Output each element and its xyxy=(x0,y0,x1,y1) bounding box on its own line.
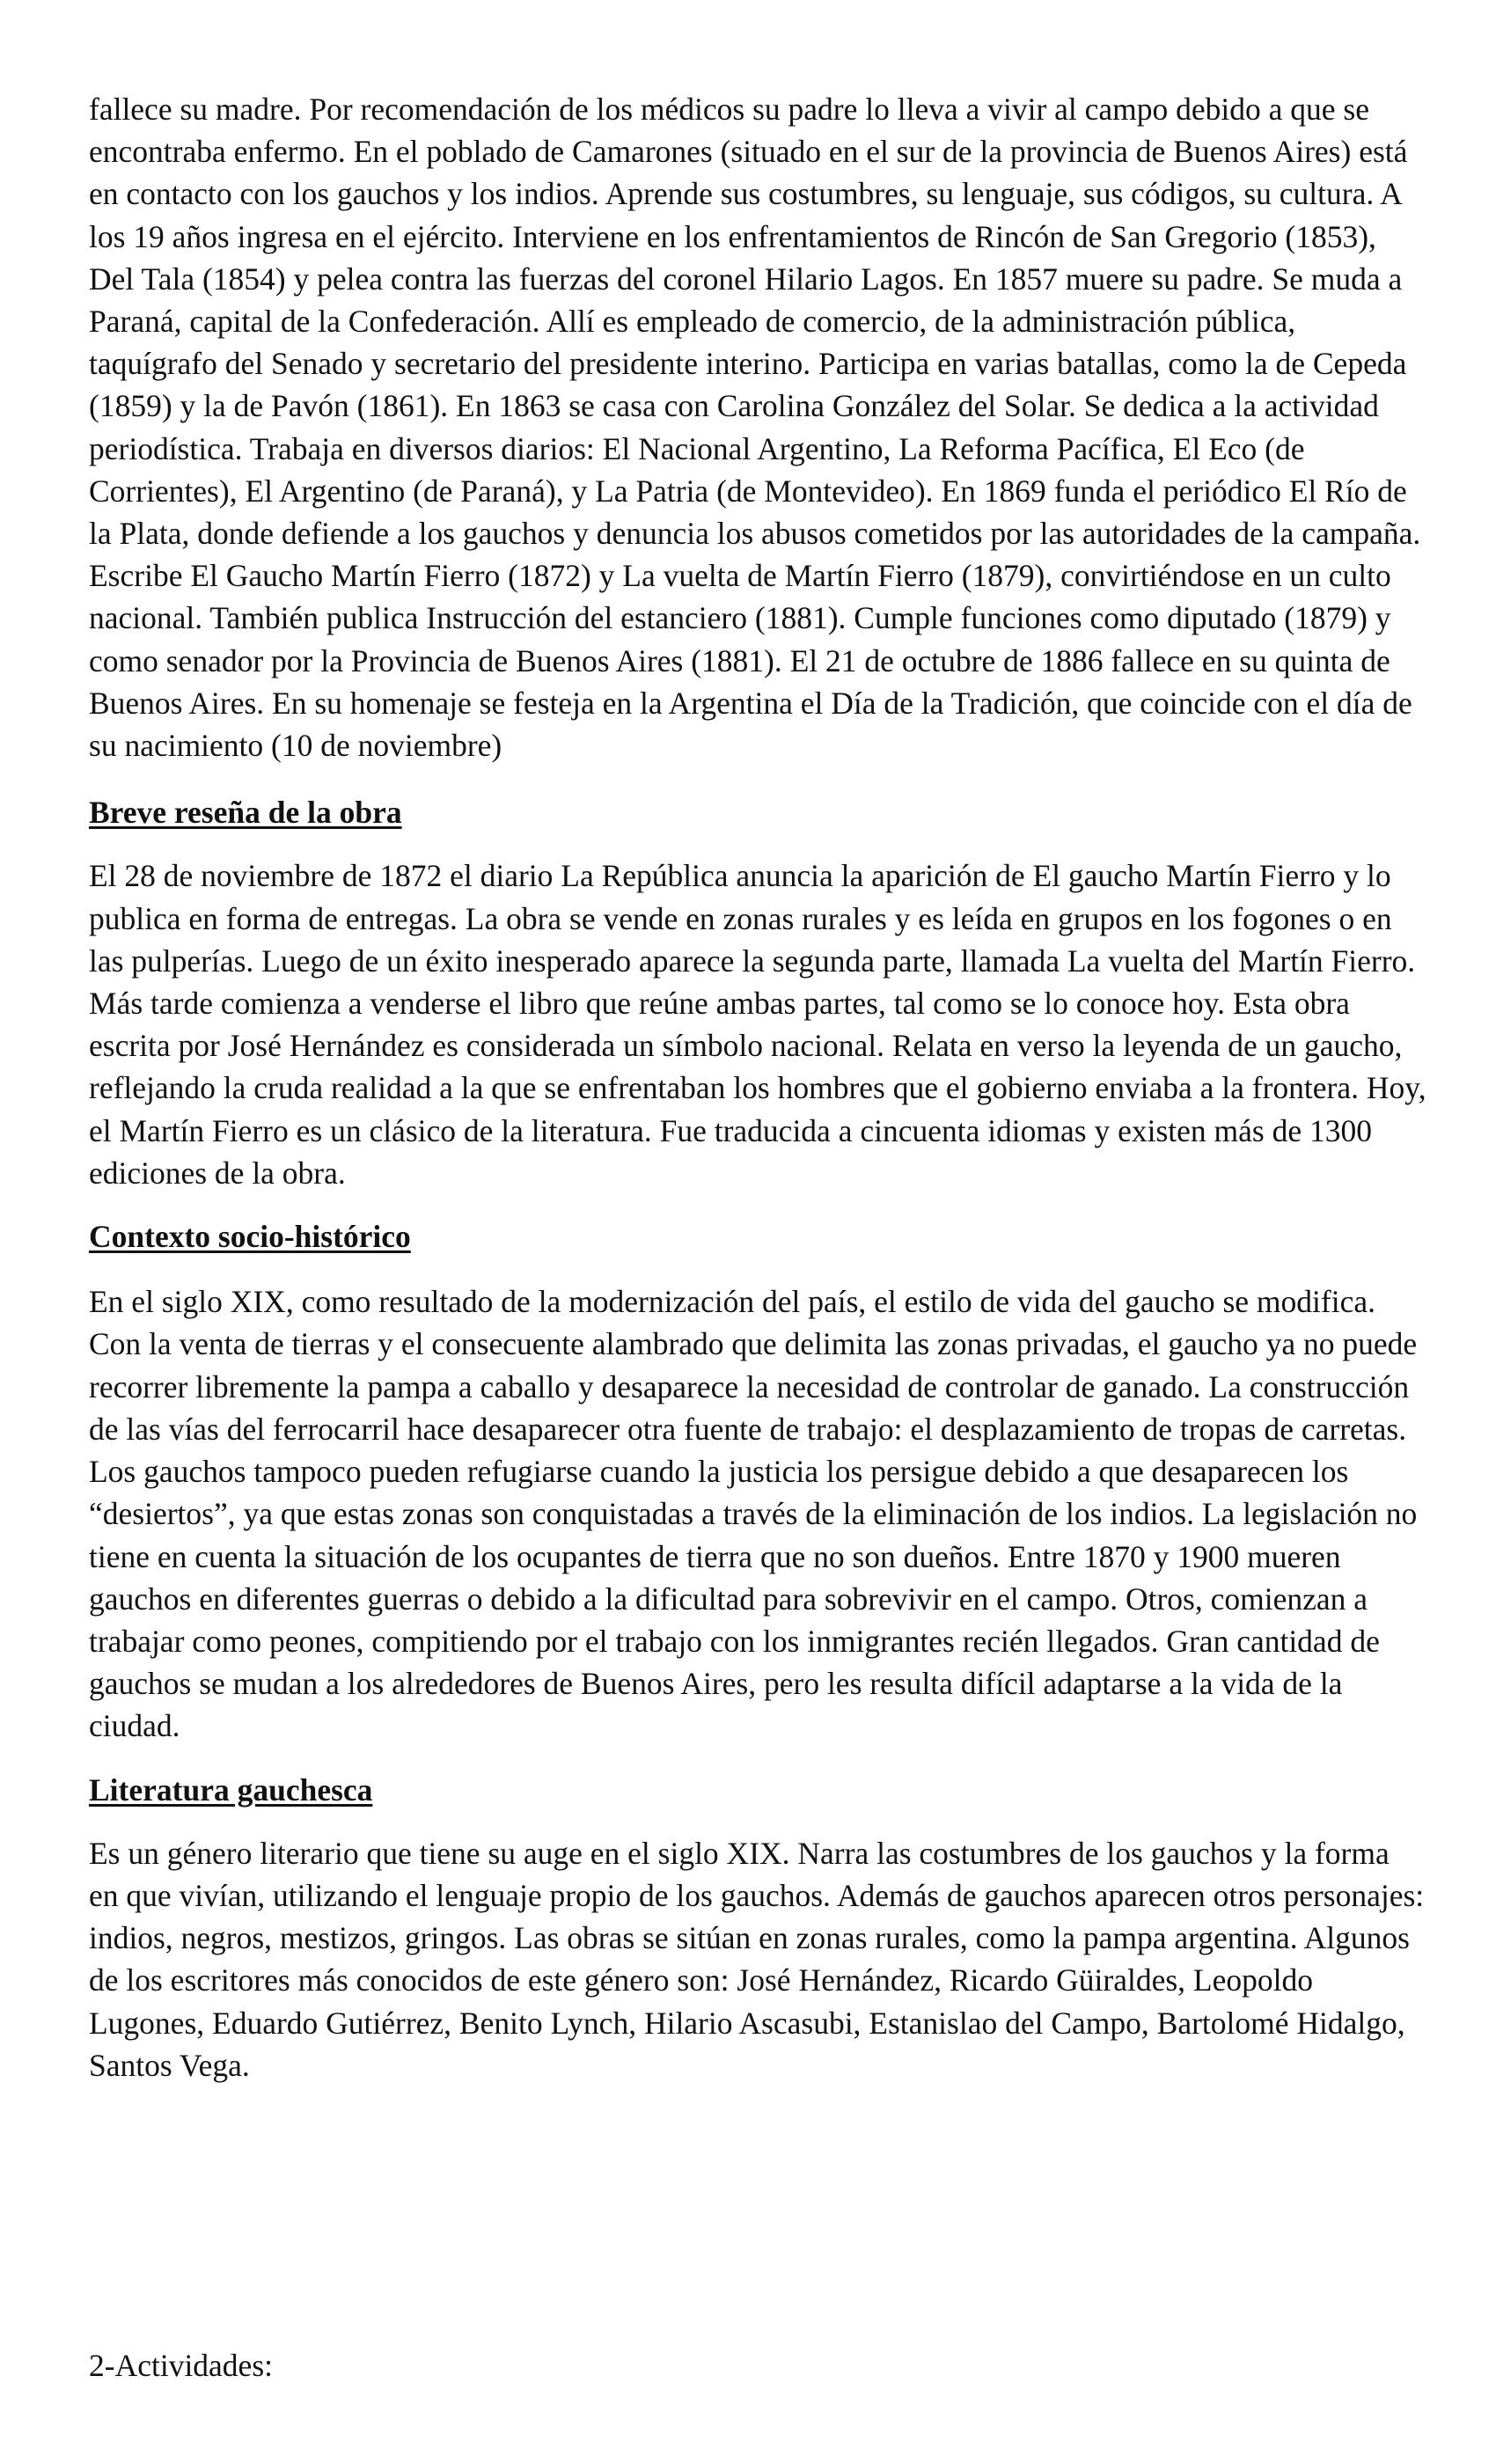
heading-literatura-gauchesca: Literatura gauchesca xyxy=(89,1771,373,1808)
document-page xyxy=(89,88,1426,2086)
heading-breve-resena: Breve reseña de la obra xyxy=(89,795,402,831)
paragraph-breve-resena: El 28 de noviembre de 1872 el diario La República anuncia la aparición de El gaucho Martín Fierro y lo publica en forma de entregas. La obra se vende en zonas rurales y es leída en grupos en los fogones o en las pulperías. Luego de un éxito inesperado aparece la segunda parte, llamada La vuelta del Martín Fierro. Más tarde comienza a venderse el libro que reúne ambas partes, tal como se lo conoce hoy. Esta obra escrita por José Hernández es considerada un símbolo nacional. Relata en verso la leyenda de un gaucho, reflejando la cruda realidad a la que se enfrentaban los hombres que el gobierno enviaba a la frontera. Hoy, el Martín Fierro es un clásico de la literatura. Fue traducida a cincuenta idiomas y existen más de 1300 ediciones de la obra. xyxy=(89,858,1426,1191)
biography-paragraph: fallece su madre. Por recomendación de los médicos su padre lo lleva a vivir al campo debido a que se encontraba enfermo. En el poblado de Camarones (situado en el sur de la provincia de Buenos Aires) está en contacto con los gauchos y los indios. Aprende sus costumbres, su lenguaje, sus códigos, su cultura. A los 19 años ingresa en el ejército. Interviene en los enfrentamientos de Rincón de San Gregorio (1853), Del Tala (1854) y pelea contra las fuerzas del coronel Hilario Lagos. En 1857 muere su padre. Se muda a Paraná, capital de la Confederación. Allí es empleado de comercio, de la administración pública, taquígrafo del Senado y secretario del presidente interino. Participa en varias batallas, como la de Cepeda (1859) y la de Pavón (1861). En 1863 se casa con Carolina González del Solar. Se dedica a la actividad periodística. Trabaja en diversos diarios: El Nacional Argentino, La Reforma Pacífica, El Eco (de Corrientes), El Argentino (de Paraná), y La Patria (de Montevideo). En 1869 funda el periódico El Río de la Plata, donde defiende a los gauchos y denuncia los abusos cometidos por las autoridades de la campaña. Escribe El Gaucho Martín Fierro (1872) y La vuelta de Martín Fierro (1879), convirtiéndose en un culto nacional. También publica Instrucción del estanciero (1881). Cumple funciones como diputado (1879) y como senador por la Provincia de Buenos Aires (1881). El 21 de octubre de 1886 fallece en su quinta de Buenos Aires. En su homenaje se festeja en la Argentina el Día de la Tradición, que coincide con el día de su nacimiento (10 de noviembre) xyxy=(89,92,1421,764)
paragraph-literatura-gauchesca: Es un género literario que tiene su auge en el siglo XIX. Narra las costumbres de los gauchos y la forma en que vivían, utilizando el lenguaje propio de los gauchos. Además de gauchos aparecen otros personajes: indios, negros, mestizos, gringos. Las obras se sitúan en zonas rurales, como la pampa argentina. Algunos de los escritores más conocidos de este género son: José Hernández, Ricardo Güiraldes, Leopoldo Lugones, Eduardo Gutiérrez, Benito Lynch, Hilario Ascasubi, Estanislao del Campo, Bartolomé Hidalgo, Santos Vega. xyxy=(89,1835,1425,2083)
heading-contexto-socio-historico: Contexto socio-histórico xyxy=(89,1219,411,1255)
paragraph-contexto-socio-historico: En el siglo XIX, como resultado de la modernización del país, el estilo de vida del gaucho se modifica. Con la venta de tierras y el consecuente alambrado que delimita las zonas privadas, el gaucho ya no puede recorrer libremente la pampa a caballo y desaparece la necesidad de controlar de ganado. La construcción de las vías del ferrocarril hace desaparecer otra fuente de trabajo: el desplazamiento de tropas de carretas. Los gauchos tampoco pueden refugiarse cuando la justicia los persigue debido a que desaparecen los “desiertos”, ya que estas zonas son conquistadas a través de la eliminación de los indios. La legislación no tiene en cuenta la situación de los ocupantes de tierra que no son dueños. Entre 1870 y 1900 mueren gauchos en diferentes guerras o debido a la dificultad para sobrevivir en el campo. Otros, comienzan a trabajar como peones, compitiendo por el trabajo con los inmigrantes recién llegados. Gran cantidad de gauchos se mudan a los alrededores de Buenos Aires, pero les resulta difícil adaptarse a la vida de la ciudad. xyxy=(89,1284,1418,1744)
actividades-label: 2-Actividades: xyxy=(89,2348,273,2383)
